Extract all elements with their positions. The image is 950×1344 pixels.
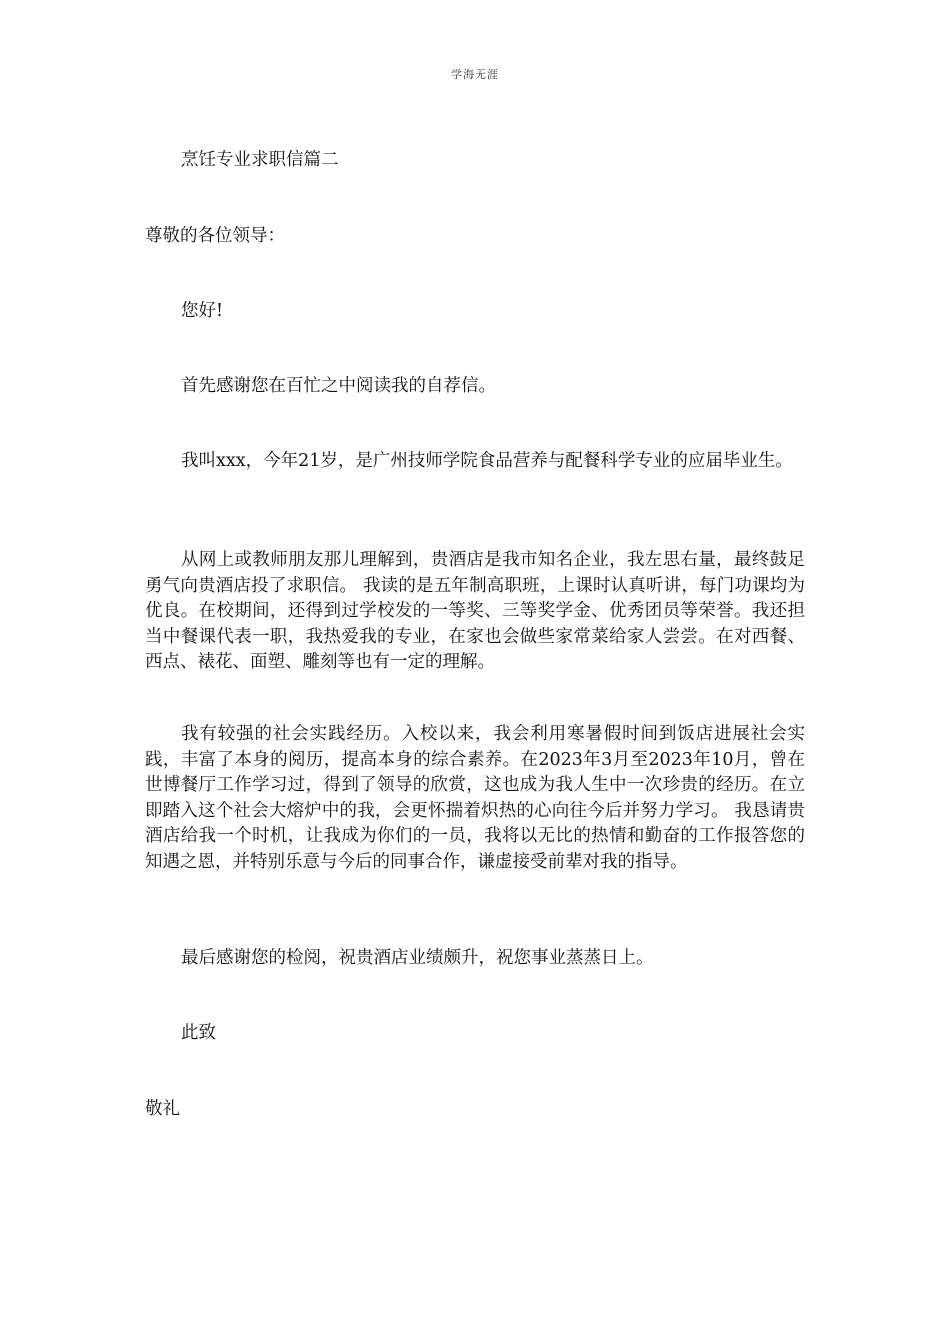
paragraph-introduction: 我叫xxx，今年21岁，是广州技师学院食品营养与配餐科学专业的应届毕业生。 [181, 451, 793, 471]
page-header: 学海无涯 [451, 68, 499, 81]
paragraph-final-thanks: 最后感谢您的检阅，祝贵酒店业绩颇升，祝您事业蒸蒸日上。 [181, 948, 654, 968]
letter-title: 烹饪专业求职信篇二 [181, 150, 339, 170]
paragraph-experience: 我有较强的社会实践经历。入校以来，我会利用寒暑假时间到饭店进展社会实践，丰富了本身的阅历，提高本身的综合素养。在2023年3月至2023年10月，曾在世博餐厅工作学习过，得到了领导的欣赏，这也成为我人生中一次珍贵的经历。在立即踏入这个社会大熔炉中的我，会更怀揣着炽热的心向往今后并努力学习。 我恳请贵酒店给我一个时机，让我成为你们的一员，我将以无比的热情和勤奋的工作报答您的知遇之恩，并特别乐意与今后的同事合作，谦虚接受前辈对我的指导。 [145, 724, 805, 872]
letter-closing: 此致 [181, 1023, 216, 1043]
letter-salutation: 尊敬的各位领导： [145, 226, 285, 246]
letter-greeting: 您好! [181, 301, 224, 321]
paragraph-thanks: 首先感谢您在百忙之中阅读我的自荐信。 [181, 376, 496, 396]
letter-regards: 敬礼 [145, 1099, 180, 1119]
paragraph-education: 从网上或教师朋友那儿理解到，贵酒店是我市知名企业，我左思右量，最终鼓足勇气向贵酒店投了求职信。 我读的是五年制高职班，上课时认真听讲，每门功课均为优良。在校期间，还得到过学校发的一等奖、三等奖学金、优秀团员等荣誉。我还担当中餐课代表一职，我热爱我的专业，在家也会做些家常菜给家人尝尝。在对西餐、西点、裱花、面塑、雕刻等也有一定的理解。 [145, 550, 805, 672]
